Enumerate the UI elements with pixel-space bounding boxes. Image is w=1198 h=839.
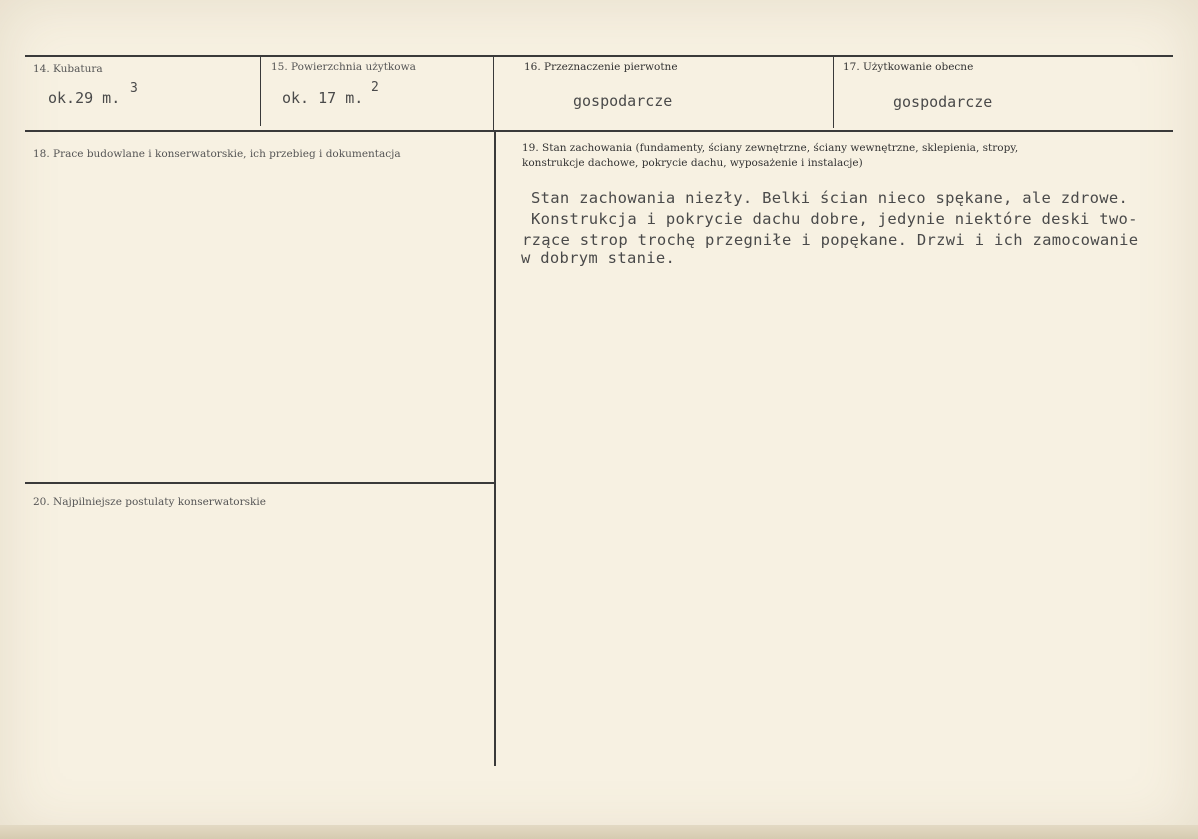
condition-text-line-3: rzące strop trochę przegniłe i popękane. Drzwi i ich zamocowanie	[522, 231, 1139, 249]
header-divider-2	[493, 56, 494, 131]
condition-text-line-1: Stan zachowania niezły. Belki ścian nieco spękane, ale zdrowe.	[531, 189, 1129, 207]
left-section-rule	[25, 482, 495, 484]
middle-rule	[25, 130, 1173, 132]
field-16-label: 16. Przeznaczenie pierwotne	[524, 61, 678, 73]
condition-text-line-4: w dobrym stanie.	[521, 249, 676, 267]
field-14-label: 14. Kubatura	[33, 63, 103, 75]
field-17-value: gospodarcze	[893, 93, 993, 111]
field-15-value: ok. 17 m.	[282, 89, 364, 107]
field-20-label: 20. Najpilniejsze postulaty konserwatorskie	[33, 496, 266, 508]
field-19-label-line-1: 19. Stan zachowania (fundamenty, ściany zewnętrzne, ściany wewnętrzne, sklepienia, stropy,	[522, 142, 1019, 154]
condition-text-line-2: Konstrukcja i pokrycie dachu dobre, jedynie niektóre deski two-	[531, 210, 1138, 228]
field-16-value: gospodarcze	[573, 92, 673, 110]
field-15-exponent: 2	[371, 80, 379, 95]
top-rule	[25, 55, 1173, 57]
field-15-label: 15. Powierzchnia użytkowa	[271, 61, 416, 73]
field-17-label: 17. Użytkowanie obecne	[843, 61, 974, 73]
header-divider-1	[260, 56, 261, 126]
header-divider-3	[833, 56, 834, 128]
field-19-label-line-2: konstrukcje dachowe, pokrycie dachu, wyposażenie i instalacje)	[522, 157, 863, 169]
card-bottom-edge	[0, 825, 1198, 839]
field-14-exponent: 3	[130, 81, 138, 96]
main-vertical-divider	[494, 130, 496, 766]
field-18-label: 18. Prace budowlane i konserwatorskie, ich przebieg i dokumentacja	[33, 148, 401, 160]
field-14-value: ok.29 m.	[48, 89, 121, 107]
